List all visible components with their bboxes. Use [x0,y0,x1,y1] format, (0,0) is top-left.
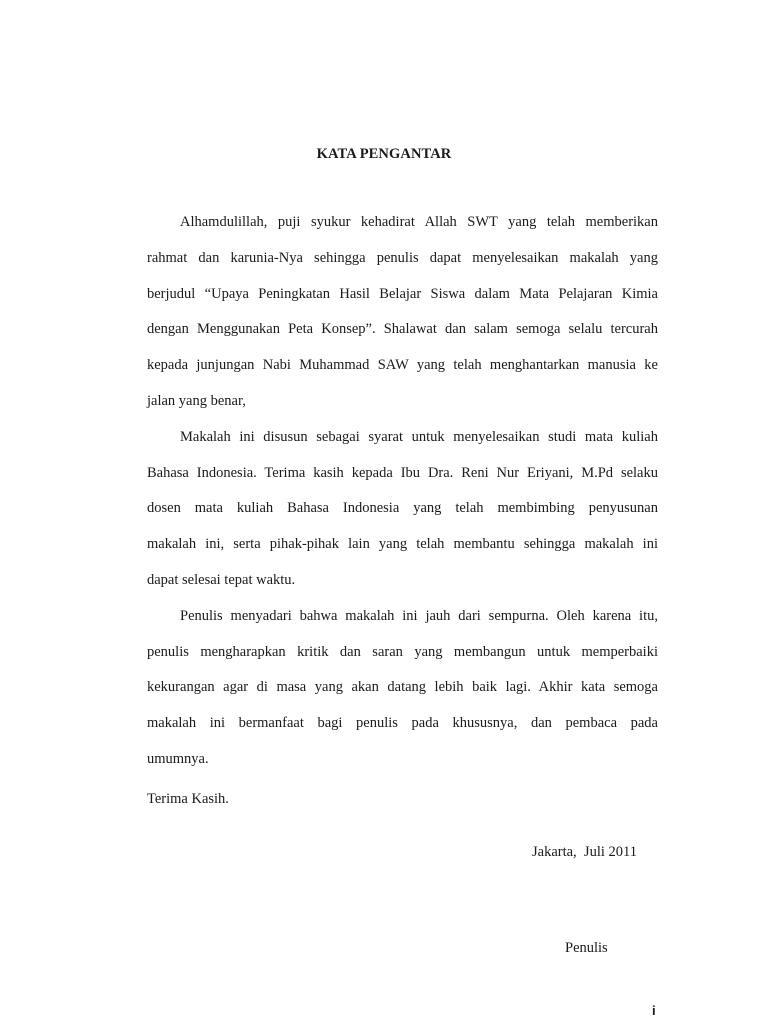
text-line: berjudul “Upaya Peningkatan Hasil Belajar Siswa dalam Mata Pelajaran Kimia [147,285,658,302]
place-date: Jakarta, Juli 2011 [532,844,637,860]
text-line: dengan Menggunakan Peta Konsep”. Shalawat dan salam semoga selalu tercurah [147,321,658,338]
closing-text: Terima Kasih. [147,791,229,807]
text-line: rahmat dan karunia-Nya sehingga penulis dapat menyelesaikan makalah yang [147,249,658,266]
text-line: kepada junjungan Nabi Muhammad SAW yang telah menghantarkan manusia ke [147,357,658,374]
text-line: umumnya. [147,750,209,767]
text-line: Bahasa Indonesia. Terima kasih kepada Ibu Dra. Reni Nur Eriyani, M.Pd selaku [147,464,658,481]
document-body [147,205,658,778]
text-line: jalan yang benar, [147,392,246,409]
signer-label: Penulis [565,940,608,956]
paragraph-2 [147,420,658,599]
text-line: Alhamdulillah, puji syukur kehadirat Allah SWT yang telah memberikan [180,214,658,230]
paragraph-1 [147,205,658,420]
text-line: makalah ini, serta pihak-pihak lain yang telah membantu sehingga makalah ini [147,536,658,553]
page-title: KATA PENGANTAR [316,146,452,162]
text-line: dapat selesai tepat waktu. [147,571,296,588]
text-line: makalah ini bermanfaat bagi penulis pada khususnya, dan pembaca pada [147,715,658,732]
page-number: i [652,1003,656,1018]
text-line: dosen mata kuliah Bahasa Indonesia yang telah membimbing penyusunan [147,500,658,517]
text-line: kekurangan agar di masa yang akan datang lebih baik lagi. Akhir kata semoga [147,679,658,696]
text-line: Makalah ini disusun sebagai syarat untuk menyelesaikan studi mata kuliah [180,428,658,445]
paragraph-3 [147,599,658,778]
text-line: penulis mengharapkan kritik dan saran yang membangun untuk memperbaiki [147,643,658,660]
text-line: Penulis menyadari bahwa makalah ini jauh dari sempurna. Oleh karena itu, [180,607,658,624]
